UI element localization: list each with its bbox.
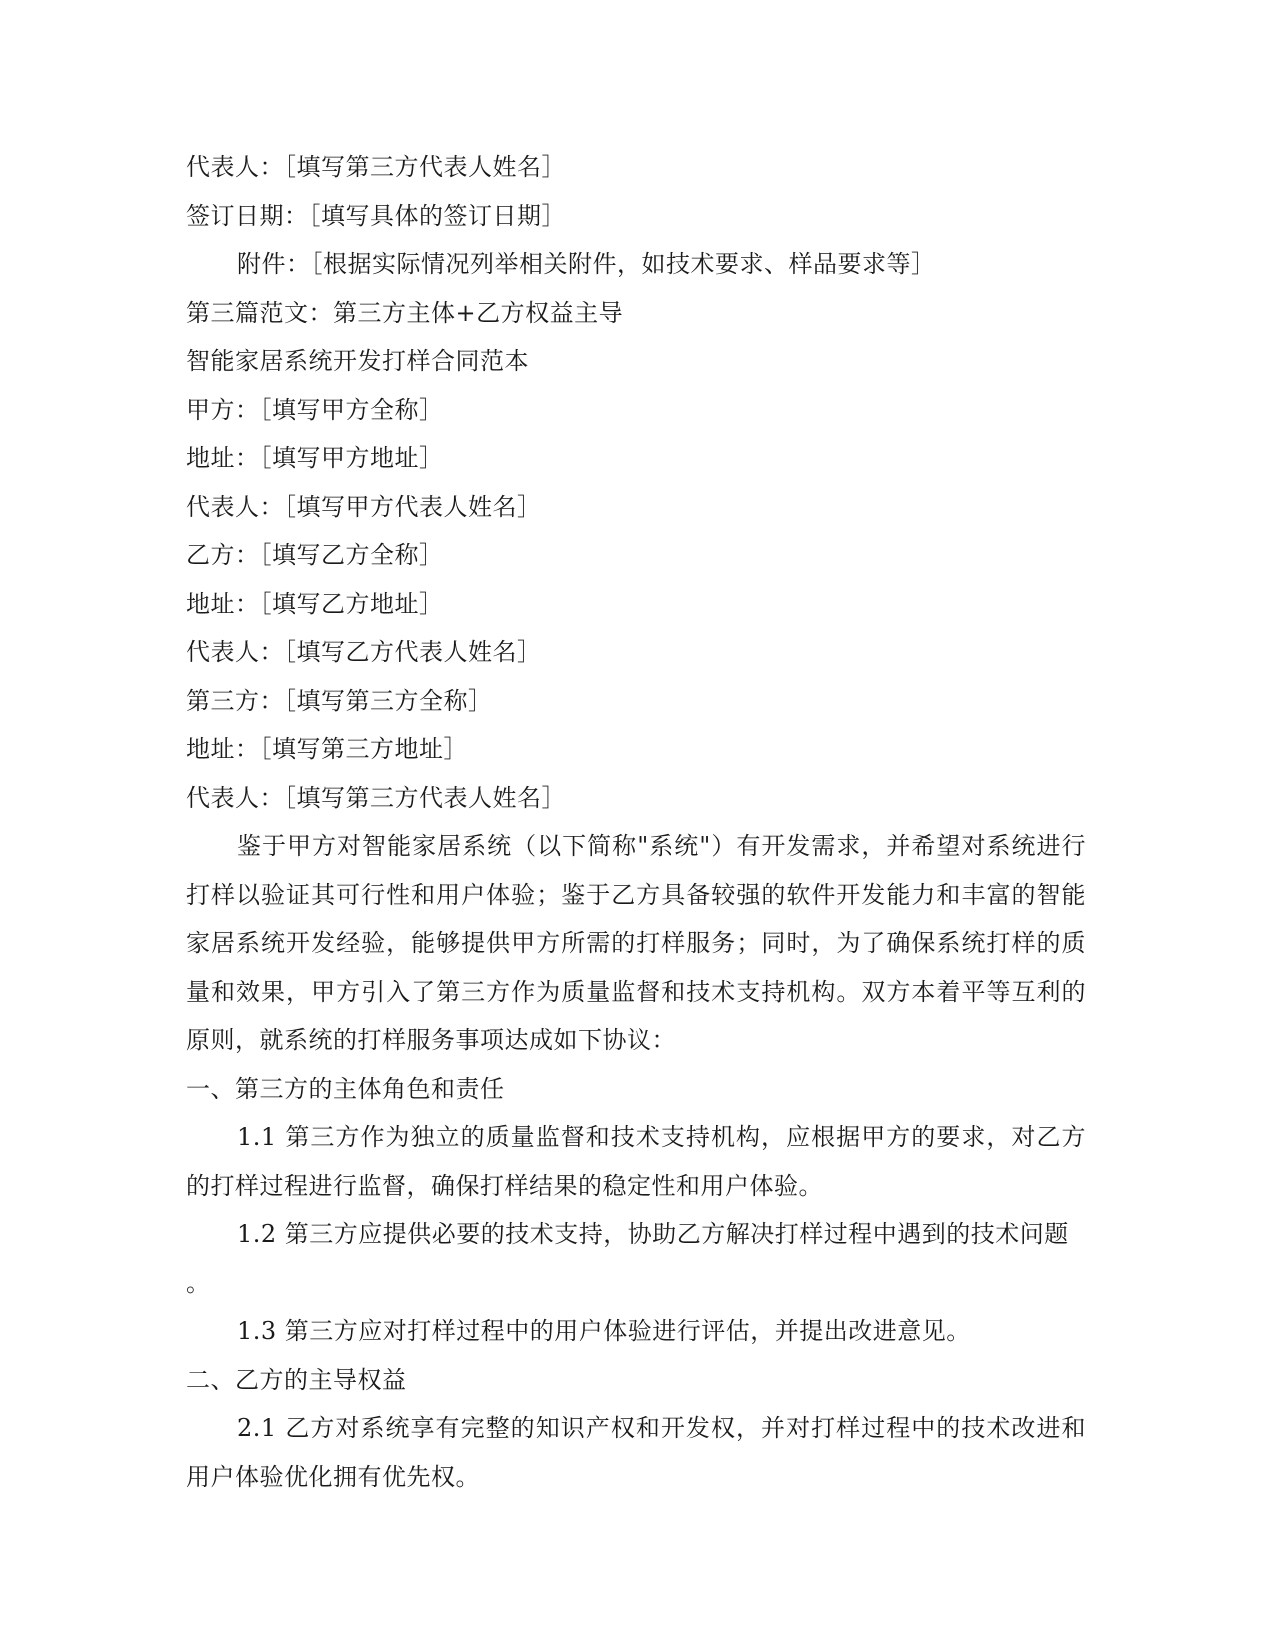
clause-1-2: 1.2 第三方应提供必要的技术支持，协助乙方解决打样过程中遇到的技术问题 xyxy=(237,1220,1069,1248)
third-party-representative-line-2: 代表人：［填写第三方代表人姓名］ xyxy=(186,783,566,812)
clause-1-3: 1.3 第三方应对打样过程中的用户体验进行评估，并提出改进意见。 xyxy=(237,1317,971,1345)
party-b-address-line: 地址：［填写乙方地址］ xyxy=(186,589,444,618)
third-party-representative-line: 代表人：［填写第三方代表人姓名］ xyxy=(186,153,566,181)
party-a-address-line: 地址：［填写甲方地址］ xyxy=(186,444,444,472)
section-2-heading: 二、乙方的主导权益 xyxy=(186,1365,407,1394)
third-party-name-line: 第三方：［填写第三方全称］ xyxy=(186,686,493,715)
sample-heading: 第三篇范文：第三方主体+乙方权益主导 xyxy=(186,298,624,327)
party-b-name-line: 乙方：［填写乙方全称］ xyxy=(186,541,444,569)
section-1-heading: 一、第三方的主体角色和责任 xyxy=(186,1074,505,1103)
party-a-representative-line: 代表人：［填写甲方代表人姓名］ xyxy=(186,492,542,521)
preamble-paragraph: 鉴于甲方对智能家居系统（以下简称"系统"）有开发需求，并希望对系统进行打样以验证其可行性和用户体验；鉴于乙方具备较强的软件开发能力和丰富的智能家居系统开发经验，能够提供甲方所需的打样服务；同时，为了确保系统打样的质量和效果，甲方引入了第三方作为质量监督和技术支持机构。双方本着平等互利的原则，就系统的打样服务事项达成如下协议： xyxy=(186,832,1086,1054)
party-b-representative-line: 代表人：［填写乙方代表人姓名］ xyxy=(186,638,542,666)
attachments-line: 附件：［根据实际情况列举相关附件，如技术要求、样品要求等］ xyxy=(237,250,936,278)
party-a-name-line: 甲方：［填写甲方全称］ xyxy=(186,395,444,424)
document-body xyxy=(186,143,1086,1501)
clause-1-1: 1.1 第三方作为独立的质量监督和技术支持机构，应根据甲方的要求，对乙方的打样过程进行监督，确保打样结果的稳定性和用户体验。 xyxy=(186,1123,1086,1200)
contract-title: 智能家居系统开发打样合同范本 xyxy=(186,347,529,375)
clause-1-2-continuation: 。 xyxy=(186,1268,211,1297)
signing-date-line: 签订日期：［填写具体的签订日期］ xyxy=(186,201,566,230)
third-party-address-line: 地址：［填写第三方地址］ xyxy=(186,735,468,763)
clause-2-1: 2.1 乙方对系统享有完整的知识产权和开发权，并对打样过程中的技术改进和用户体验优化拥有优先权。 xyxy=(186,1414,1086,1491)
